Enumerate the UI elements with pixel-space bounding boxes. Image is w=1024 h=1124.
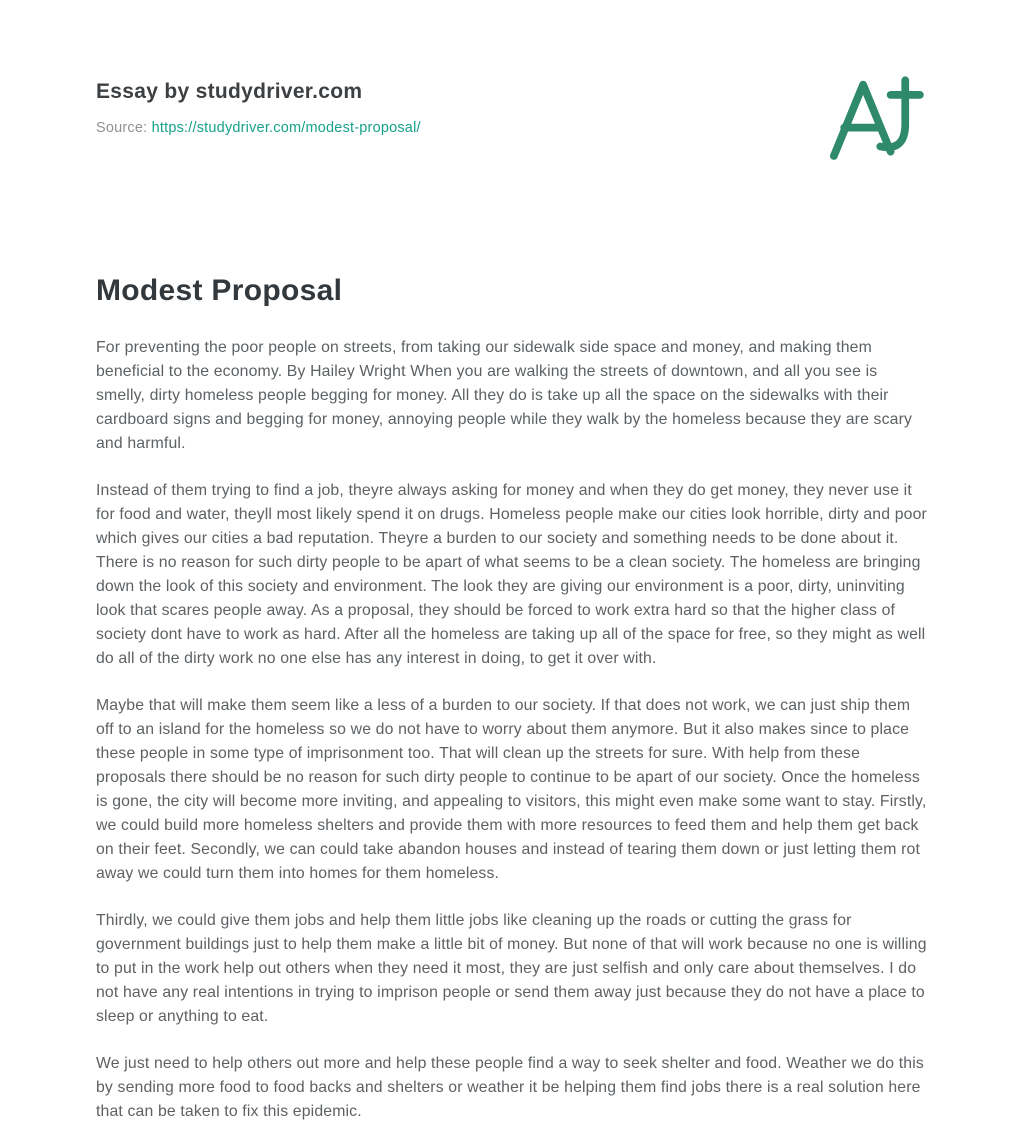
essay-paragraph: For preventing the poor people on streets, from taking our sidewalk side space and money, and making them beneficial to the economy. By Hailey Wright When you are walking the streets of downtown, and all you see is smelly, dirty homeless people begging for money. All they do is take up all the space on the sidewalks with their cardboard signs and begging for money, annoying people while they walk by the homeless because they are scary and harmful.	[96, 339, 913, 452]
essay-paragraph: Instead of them trying to find a job, theyre always asking for money and when they do get money, they never use it for food and water, theyll most likely spend it on drugs. Homeless people make our cities look horrible, dirty and poor which gives our cities a bad reputation. Theyre a burden to our society and something needs to be done about it. There is no reason for such dirty people to be apart of what seems to be a clean society. The homeless are bringing down the look of this society and environment. The look they are giving our environment is a poor, dirty, uninviting look that scares people away. As a proposal, they should be forced to work extra hard so that the higher class of society dont have to work as hard. After all the homeless are taking up all of the space for free, so they might as well do all of the dirty work no one else has any interest in doing, to get it over with.	[96, 482, 927, 667]
essay-paragraph: We just need to help others out more and help these people find a way to seek shelter and food. Weather we do this by sending more food to food backs and shelters or weather it be helping them find jobs there is a real solution here that can be taken to fix this epidemic.	[96, 1055, 924, 1120]
source-line	[96, 120, 421, 136]
page-header	[96, 76, 928, 162]
essay-paragraph: Thirdly, we could give them jobs and help them little jobs like cleaning up the roads or cutting the grass for government buildings just to help them make a little bit of money. But none of that will work because no one is willing to put in the work help out others when they need it most, they are just selfish and only care about themselves. I do not have any real intentions in trying to imprison people or send them away just because they do not have a place to sleep or anything to eat.	[96, 912, 927, 1025]
brand-title: Essay by studydriver.com	[96, 80, 363, 103]
essay-body	[96, 336, 928, 1124]
studydriver-logo-icon	[828, 76, 924, 162]
source-url-link[interactable]: https://studydriver.com/modest-proposal/	[151, 120, 421, 136]
page-title: Modest Proposal	[96, 274, 343, 307]
source-label: Source:	[96, 120, 148, 136]
essay-paragraph: Maybe that will make them seem like a less of a burden to our society. If that does not work, we can just ship them off to an island for the homeless so we do not have to worry about them anymore. But it also makes since to place these people in some type of imprisonment too. That will clean up the streets for sure. With help from these proposals there should be no reason for such dirty people to continue to be apart of our society. Once the homeless is gone, the city will become more inviting, and appealing to visitors, this might even make some want to stay. Firstly, we could build more homeless shelters and provide them with more resources to feed them and help them get back on their feet. Secondly, we can could take abandon houses and instead of tearing them down or just letting them rot away we could turn them into homes for them homeless.	[96, 697, 927, 882]
header-text-block	[96, 76, 421, 136]
